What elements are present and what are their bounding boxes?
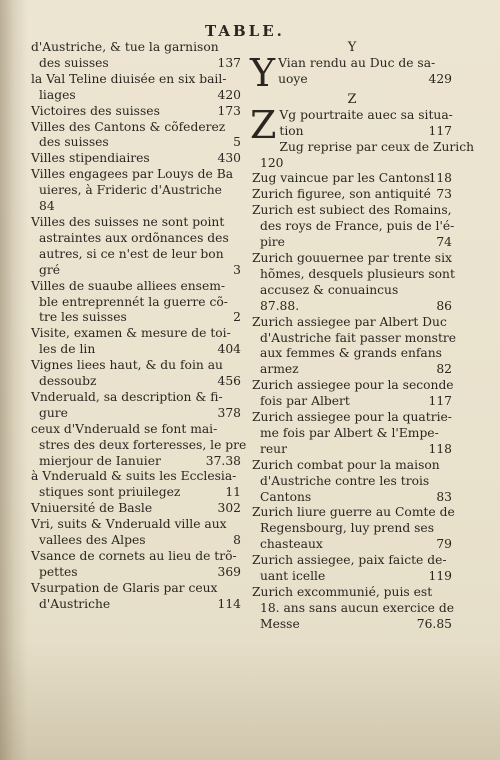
entry-line: Villes des Cantons & cõfederez <box>31 119 226 134</box>
index-entry <box>31 501 241 517</box>
page-number: 8 <box>233 533 241 548</box>
entry-line: pettes <box>39 564 78 579</box>
index-entry <box>31 40 241 72</box>
drop-cap-y: Y <box>250 51 276 95</box>
index-entry <box>31 549 241 581</box>
drop-cap-z: Z <box>250 102 277 147</box>
entry-line: stiques sont priuilegez <box>39 485 181 500</box>
entry-line: Messe <box>260 616 300 631</box>
page-number: 378 <box>217 405 241 420</box>
entry-line: reur <box>260 441 287 456</box>
entry-line: tre les suisses <box>39 310 127 325</box>
page-number: 74 <box>436 235 452 250</box>
entry-line: des roys de France, puis de l'é- <box>260 219 455 234</box>
entry-line: la Val Teline diuisée en six bail- <box>31 71 227 86</box>
entry-line: Zurich excommunié, puis est <box>252 585 433 599</box>
page-number: 420 <box>217 87 241 102</box>
entry-line: autres, si ce n'est de leur bon <box>39 246 224 261</box>
page-number: 117 <box>428 394 452 409</box>
page-number: 302 <box>217 501 241 516</box>
index-entry <box>252 585 455 633</box>
entry-line: Zurich gouuernee par trente six <box>252 250 452 265</box>
entry-line: Zurich assiegee, paix faicte de- <box>252 553 447 568</box>
entry-line: Zurich liure guerre au Comte de <box>252 505 455 520</box>
index-entry <box>252 139 475 172</box>
index-entry <box>252 250 455 315</box>
entry-line: Vsance de cornets au lieu de trõ- <box>31 549 237 563</box>
entry-line: à Vnderuald & suits les Ecclesia- <box>31 469 237 484</box>
entry-line: hõmes, desquels plusieurs sont <box>260 266 455 281</box>
index-entry <box>252 553 452 585</box>
page-number: 76.85 <box>416 616 452 631</box>
index-entry <box>31 120 241 152</box>
entry-line: stres des deux forteresses, le pre <box>39 437 247 452</box>
entry-line: fois par Albert <box>260 394 350 409</box>
entry-line: Villes des suisses ne sont point <box>31 214 225 229</box>
entry-line: Zug reprise par ceux de Zurich <box>279 139 475 154</box>
entry-line: Zurich est subiect des Romains, <box>252 203 452 218</box>
entry-line: accusez & conuaincus <box>260 282 399 297</box>
index-entry <box>31 390 241 422</box>
entry-line: des suisses <box>39 135 109 150</box>
entry-line: d'Austriche contre les trois <box>260 473 430 488</box>
page-number: 114 <box>217 596 241 611</box>
entry-line: 87.88. <box>260 298 300 313</box>
entry-line: vallees des Alpes <box>39 533 146 548</box>
entry-line: Zurich assiegee pour la seconde <box>252 378 454 393</box>
page-number: 11 <box>225 485 241 500</box>
entry-line: me fois par Albert & l'Empe- <box>260 425 439 440</box>
entry-line: Regensbourg, luy prend ses <box>260 521 435 536</box>
page-number: 83 <box>436 489 452 504</box>
entry-line: Villes de suaube alliees ensem- <box>31 278 226 293</box>
page-number: 3 <box>233 262 241 277</box>
entry-line: Villes stipendiaires <box>31 151 150 166</box>
page-number: 404 <box>217 342 241 357</box>
entry-line: dessoubz <box>39 374 97 389</box>
index-entry <box>252 458 452 506</box>
entry-line: Zurich figuree, son antiquité <box>252 187 431 202</box>
entry-line: Victoires des suisses <box>31 103 160 118</box>
entry-line: 18. ans sans aucun exercice de <box>260 600 455 615</box>
page-number: 429 <box>428 71 452 86</box>
entry-line: d'Austriche <box>39 596 111 611</box>
page-number: 86 <box>436 298 452 313</box>
page-number: 119 <box>428 569 452 584</box>
entry-line: astraintes aux ordõnances des <box>39 230 229 245</box>
entry-line: d'Austriche, & tue la garnison <box>31 40 219 54</box>
index-entry <box>31 151 241 167</box>
index-entry <box>31 326 241 358</box>
section-letter-z: Z <box>347 91 357 107</box>
index-entry <box>252 187 452 203</box>
entry-line: Zurich combat pour la maison <box>252 457 440 472</box>
entry-line: Vg pourtraite auec sa situa- <box>279 107 453 122</box>
index-entry <box>250 51 452 95</box>
section-letter-y: Y <box>347 40 357 55</box>
index-entry <box>31 167 241 215</box>
entry-line: gure <box>39 405 68 420</box>
entry-line: gré <box>39 262 61 277</box>
entry-line: ceux d'Vnderuald se font mai- <box>31 421 218 436</box>
entry-line: Cantons <box>260 489 312 504</box>
page-number: 118 <box>428 171 452 186</box>
entry-line: uoye <box>278 71 308 86</box>
left-column <box>31 40 247 613</box>
index-entry <box>31 104 241 120</box>
entry-line: Vniuersité de Basle <box>31 501 153 516</box>
right-entries <box>252 139 475 633</box>
page-header: TABLE. <box>205 22 285 40</box>
entry-line: Vri, suits & Vnderuald ville aux <box>31 517 227 532</box>
page-number: 369 <box>217 564 241 579</box>
page-number: 118 <box>428 441 452 456</box>
entry-line: ble entreprennét la guerre cõ- <box>39 294 228 309</box>
index-entry <box>31 581 241 613</box>
entry-line: tion <box>279 123 304 138</box>
entry-line: 120 <box>260 155 284 170</box>
page-number: 456 <box>217 374 241 389</box>
entry-line: Zurich assiegee par Albert Duc <box>252 314 447 329</box>
page-number: 73 <box>436 187 452 202</box>
index-entry <box>31 517 241 549</box>
entry-line: Zurich assiegee pour la quatrie- <box>252 410 452 425</box>
page-number: 117 <box>428 123 452 138</box>
index-entry <box>252 378 452 410</box>
index-entry <box>252 410 452 458</box>
index-entry <box>252 505 455 553</box>
entry-line: pire <box>260 235 285 250</box>
entry-line: d'Austriche fait passer monstre <box>260 330 457 345</box>
entry-line: uieres, à Frideric d'Austriche <box>39 183 222 198</box>
entry-line: Villes engagees par Louys de Ba <box>31 167 234 182</box>
index-entry <box>252 314 457 379</box>
entry-line: Visite, examen & mesure de toi- <box>31 326 231 341</box>
index-entry <box>250 102 453 147</box>
page-number: 430 <box>217 151 241 166</box>
entry-line: uant icelle <box>260 569 326 584</box>
entry-line: Zug vaincue par les Cantons <box>252 171 431 186</box>
entry-line: Vignes liees haut, & du foin au <box>31 358 223 373</box>
page-number: 79 <box>436 537 452 552</box>
entry-line: 84 <box>39 199 55 214</box>
entry-line: mierjour de Ianuier <box>39 453 161 468</box>
entry-line: aux femmes & grands enfans <box>260 346 442 361</box>
page-number: 2 <box>233 310 241 325</box>
entry-line: des suisses <box>39 55 109 70</box>
page-number: 37.38 <box>205 453 241 468</box>
entry-line: Vsurpation de Glaris par ceux <box>31 580 218 595</box>
page-number: 82 <box>436 362 452 377</box>
entry-line: liages <box>39 87 76 102</box>
page-number: 5 <box>233 135 241 150</box>
page-number: 137 <box>217 55 241 70</box>
index-entry <box>31 279 241 327</box>
entry-line: armez <box>260 362 299 377</box>
index-entry <box>31 358 241 390</box>
page-number: 173 <box>217 103 241 118</box>
entry-line: les de lin <box>39 342 96 357</box>
index-entry <box>252 171 452 187</box>
index-entry <box>31 72 241 104</box>
right-column <box>250 40 475 633</box>
entry-line: Vnderuald, sa description & fi- <box>31 389 223 404</box>
index-entry <box>31 421 247 470</box>
index-entry <box>31 469 241 501</box>
index-entry <box>252 203 455 251</box>
index-entry <box>31 215 241 279</box>
entry-line: Vian rendu au Duc de sa- <box>278 56 436 70</box>
entry-line: chasteaux <box>260 537 323 552</box>
